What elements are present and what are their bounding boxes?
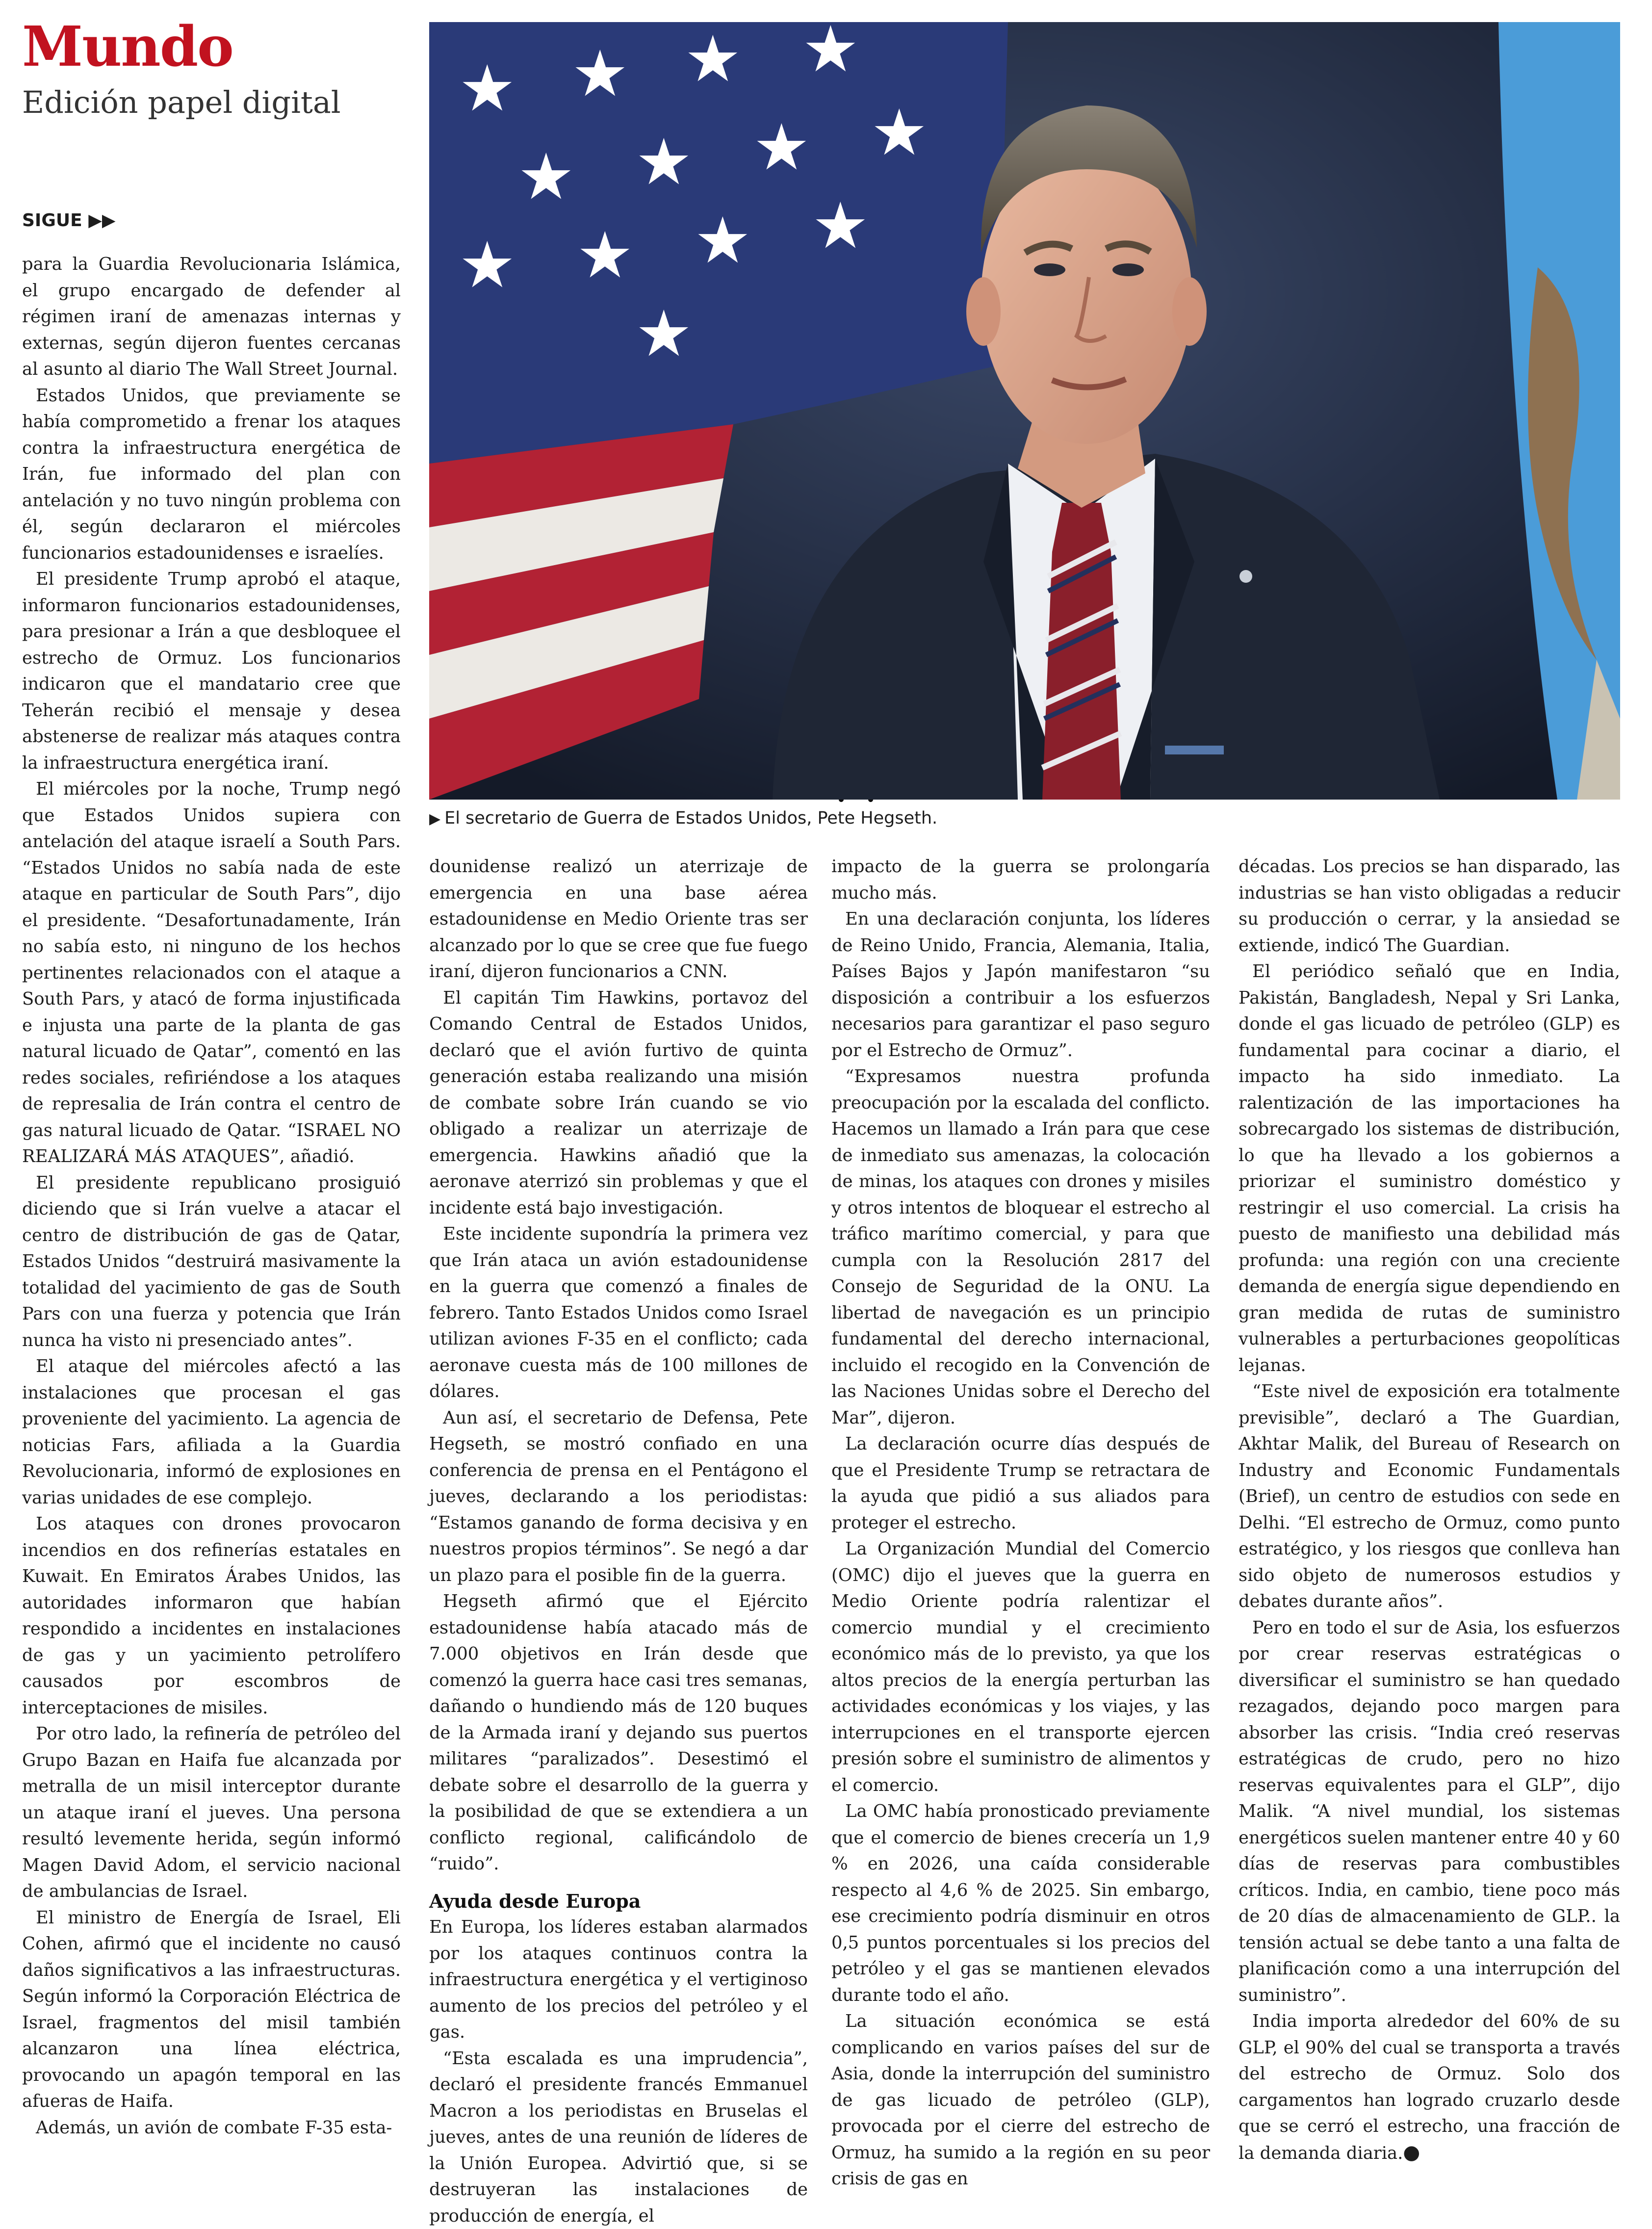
paragraph: El periódico señaló que en India, Pakistán, Bangladesh, Nepal y Sri Lanka, donde el gas licuado de petróleo (GLP) es fundamental para cocinar a diario, el impacto ha sido inmediato. La ralentización de las importaciones ha sobrecargado los sistemas de distribución, lo que ha llevado a los gobiernos a priorizar el suministro doméstico y restringir el uso comercial. La crisis ha puesto de manifiesto una debilidad más profunda: una región con una creciente demanda de energía sigue dependiendo en gran medida de rutas de suministro vulnerables a perturbaciones geopolíticas lejanas. (1239, 959, 1620, 1378)
article-column-2 (429, 854, 808, 2162)
end-of-article-icon: ● (1403, 2141, 1420, 2164)
svg-text:★: ★ (694, 203, 751, 278)
paragraph: En una declaración conjunta, los líderes de Reino Unido, Francia, Alemania, Italia, Países Bajos y Japón manifestaron “su disposición a contribuir a los esfuerzos necesarios para garantizar el paso seguro por el Estrecho de Ormuz”. (831, 906, 1210, 1063)
svg-text:★: ★ (459, 228, 516, 302)
paragraph: Aun así, el secretario de Defensa, Pete Hegseth, se mostró confiado en una conferencia de prensa en el Pentágono el jueves, declarando a los periodistas: “Estamos ganando de forma decisiva y en nuestros propios términos”. Se negó a dar un plazo para el posible fin de la guerra. (429, 1405, 808, 1589)
subheading: Ayuda desde Europa (429, 1888, 808, 1915)
paragraph: El presidente Trump aprobó el ataque, informaron funcionarios estadounidenses, para presionar a Irán a que desbloquee el estrecho de Ormuz. Los funcionarios indicaron que el mandatario cree que Teherán recibió el mensaje y desea abstenerse de realizar más ataques contra la infraestructura energética iraní. (22, 566, 401, 776)
paragraph: Además, un avión de combate F-35 esta- (22, 2115, 401, 2141)
paragraph: “Expresamos nuestra profunda preocupación por la escalada del conflicto. Hacemos un llamado a Irán para que cese de inmediato sus amenazas, la colocación de minas, los ataques con drones y misiles y otros intentos de bloquear el estrecho al tráfico marítimo comercial, y para que cumpla con la Resolución 2817 del Consejo de Seguridad de la ONU. La libertad de navegación es un principio fundamental del derecho internacional, incluido el recogido en la Convención de las Naciones Unidas sobre el Derecho del Mar”, dijeron. (831, 1063, 1210, 1431)
edition-subtitle: Edición papel digital (22, 87, 341, 118)
paragraph: décadas. Los precios se han disparado, las industrias se han visto obligadas a reducir su producción o cerrar, y la ansiedad se extiende, indicó The Guardian. (1239, 854, 1620, 959)
article-photo (429, 22, 1620, 800)
paragraph: Los ataques con drones provocaron incendios en dos refinerías estatales en Kuwait. En Emiratos Árabes Unidos, las autoridades informaron que habían respondido a incidentes en instalaciones de gas y un yacimiento petrolífero causados por escombros de interceptaciones de misiles. (22, 1511, 401, 1721)
paragraph: El ataque del miércoles afectó a las instalaciones que procesan el gas proveniente del yacimiento. La agencia de noticias Fars, afiliada a la Guardia Revolucionaria, informó de explosiones en varias unidades de ese complejo. (22, 1353, 401, 1511)
paragraph: Este incidente supondría la primera vez que Irán ataca un avión estadounidense en la guerra que comenzó a finales de febrero. Tanto Estados Unidos como Israel utilizan aviones F-35 en el conflicto; cada aeronave cuesta más de 100 millones de dólares. (429, 1221, 808, 1405)
caption-text: El secretario de Guerra de Estados Unidos, Pete Hegseth. (444, 808, 937, 828)
paragraph: Por otro lado, la refinería de petróleo del Grupo Bazan en Haifa fue alcanzada por metralla de un misil interceptor durante un ataque iraní el jueves. Una persona resultó levemente herida, según informó Magen David Adom, el servicio nacional de ambulancias de Israel. (22, 1721, 401, 1905)
paragraph: dounidense realizó un aterrizaje de emergencia en una base aérea estadounidense en Medio Oriente tras ser alcanzado por lo que se cree que fue fuego iraní, dijeron funcionarios a CNN. (429, 854, 808, 985)
paragraph: para la Guardia Revolucionaria Islámica, el grupo encargado de defender al régimen iraní de amenazas internas y externas, según dijeron fuentes cercanas al asunto al diario The Wall Street Journal. (22, 251, 401, 383)
paragraph: El capitán Tim Hawkins, portavoz del Comando Central de Estados Unidos, declaró que el avión furtivo de quinta generación estaba realizando una misión de combate sobre Irán cuando se vio obligado a realizar un aterrizaje de emergencia. Hawkins añadió que la aeronave aterrizó sin problemas y que el incidente está bajo investigación. (429, 985, 808, 1221)
svg-text:★: ★ (571, 36, 629, 111)
paragraph: La declaración ocurre días después de que el Presidente Trump se retractara de la ayuda que pidió a sus aliados para proteger el estrecho. (831, 1431, 1210, 1536)
paragraph: “Este nivel de exposición era totalmente previsible”, declaró a The Guardian, Akhtar Malik, del Bureau of Research on Industry and Economic Fundamentals (Brief), un centro de estudios con sede en Delhi. “El estrecho de Ormuz, como punto estratégico, y los riesgos que conlleva han sido objeto de numerosos estudios y debates durante años”. (1239, 1378, 1620, 1615)
paragraph: La situación económica se está complicando en varios países del sur de Asia, donde la interrupción del suministro de gas licuado de petróleo (GLP), provocada por el cierre del estrecho de Ormuz, ha sumido a la región en su peor crisis de gas en (831, 2008, 1210, 2192)
paragraph: El miércoles por la noche, Trump negó que Estados Unidos supiera con antelación del ataque israelí a South Pars. “Estados Unidos no sabía nada de este ataque en particular de South Pars”, dijo el presidente. “Desafortunadamente, Irán no sabía esto, ni ninguno de los hechos pertinentes relacionados con el ataque a South Pars, y atacó de forma injustificada e injusta una parte de la planta de gas natural licuado de Qatar”, comentó en las redes sociales, refiriéndose a los ataques de represalia de Irán contra el centro de gas natural licuado de Qatar. “ISRAEL NO REALIZARÁ MÁS ATAQUES”, añadió. (22, 776, 401, 1170)
svg-text:★: ★ (871, 95, 928, 170)
paragraph: impacto de la guerra se prolongaría mucho más. (831, 854, 1210, 906)
paragraph: La OMC había pronosticado previamente que el comercio de bienes crecería un 1,9 % en 2026, una caída considerable respecto al 4,6 % de 2025. Sin embargo, ese crecimiento podría disminuir en otros 0,5 puntos porcentuales si los precios del petróleo y el gas se mantienen elevados durante todo el año. (831, 1798, 1210, 2008)
svg-text:★: ★ (459, 51, 516, 126)
paragraph: India importa alrededor del 60% de su GLP, el 90% del cual se transporta a través del estrecho de Ormuz. Solo dos cargamentos han logrado cruzarlo desde que se cerró el estrecho, una fracción de la demanda diaria.● (1239, 2008, 1620, 2166)
svg-text:★: ★ (517, 139, 575, 214)
paragraph: Pero en todo el sur de Asia, los esfuerzos por crear reservas estratégicas o diversificar el suministro se han quedado rezagados, dejando poco margen para absorber las crisis. “India creó reservas estratégicas de crudo, pero no hizo reservas equivalentes para el GLP”, dijo Malik. “A nivel mundial, los sistemas energéticos suelen mantener entre 40 y 60 días de reservas para combustibles críticos. India, en cambio, tiene poco más de 20 días de almacenamiento de GLP.. la tensión actual se debe tanto a una falta de planificación como a una interrupción del suministro”. (1239, 1615, 1620, 2009)
svg-text:★: ★ (576, 218, 634, 292)
article-column-3 (831, 854, 1210, 2162)
photo-caption (429, 807, 1620, 830)
caption-arrow-icon: ▶ (429, 810, 440, 828)
paragraph: “Esta escalada es una imprudencia”, declaró el presidente francés Emmanuel Macron a los periodistas en Bruselas el jueves, antes de una reunión de líderes de la Unión Europea. Advirtió que, si se destruyeran las instalaciones de producción de energía, el (429, 2046, 808, 2229)
article-column-4 (1239, 854, 1620, 2162)
svg-text:★: ★ (635, 296, 693, 371)
svg-text:★: ★ (684, 22, 742, 96)
paragraph: En Europa, los líderes estaban alarmados por los ataques continuos contra la infraestructura energética y el vertiginoso aumento de los precios del petróleo y el gas. (429, 1914, 808, 2046)
paragraph: La Organización Mundial del Comercio (OMC) dijo el jueves que la guerra en Medio Oriente podría ralentizar el comercio mundial y el crecimiento económico más de lo previsto, ya que los altos precios de la energía perturban las actividades económicas y los viajes, y las interrupciones en el transporte ejercen presión sobre el suministro de alimentos y el comercio. (831, 1536, 1210, 1798)
paragraph: Estados Unidos, que previamente se había comprometido a frenar los ataques contra la infraestructura energética de Irán, fue informado del plan con antelación y no tuvo ningún problema con él, según declararon el miércoles funcionarios estadounidenses e israelíes. (22, 383, 401, 567)
svg-text:★: ★ (635, 125, 693, 199)
paragraph: El presidente republicano prosiguió diciendo que si Irán vuelve a atacar el centro de distribución de gas de Qatar, Estados Unidos “destruirá masivamente la totalidad del yacimiento de gas de South Pars con una fuerza y potencia que Irán nunca ha visto ni presenciado antes”. (22, 1170, 401, 1354)
paragraph: El ministro de Energía de Israel, Eli Cohen, afirmó que el incidente no causó daños significativos a las infraestructuras. Según informó la Corporación Eléctrica de Israel, fragmentos del misil también alcanzaron una línea eléctrica, provocando un apagón temporal en las afueras de Haifa. (22, 1905, 401, 2115)
svg-text:★: ★ (812, 188, 869, 263)
section-title: Mundo (22, 20, 233, 75)
svg-text:★: ★ (753, 110, 810, 184)
article-column-1 (22, 251, 401, 2162)
paragraph: Hegseth afirmó que el Ejército estadounidense había atacado más de 7.000 objetivos en Irán desde que comenzó la guerra hace casi tres semanas, dañando o hundiendo más de 120 buques de la Armada iraní y dejando sus puertos militares “paralizados”. Desestimó el debate sobre el desarrollo de la guerra y la posibilidad de que se extendiera a un conflicto regional, calificándolo de “ruido”. (429, 1588, 808, 1877)
svg-text:★: ★ (802, 12, 859, 86)
continue-label: SIGUE ▶▶ (22, 212, 116, 230)
